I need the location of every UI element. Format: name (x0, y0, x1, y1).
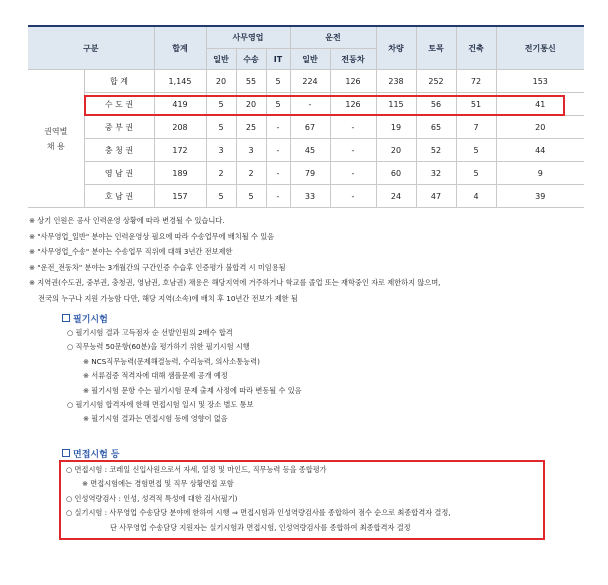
cell: 2 (206, 162, 236, 185)
cell: 157 (154, 185, 206, 208)
cell: - (266, 116, 290, 139)
cell: 9 (496, 162, 584, 185)
cell: 65 (416, 116, 456, 139)
cell: - (330, 139, 376, 162)
header-office-it: IT (266, 49, 290, 70)
row-name: 충 청 권 (84, 139, 154, 162)
cell: 153 (496, 70, 584, 93)
cell: 33 (290, 185, 330, 208)
table-row (28, 116, 584, 139)
table-row (28, 70, 584, 93)
row-name: 호 남 권 (84, 185, 154, 208)
section-interview-title: 면접시험 등 (62, 447, 120, 460)
note-item: 전국의 누구나 지원 가능함 다만, 해당 지역(소속)에 배치 후 10년간 전보가 제한 됨 (29, 293, 298, 303)
cell: 252 (416, 70, 456, 93)
cell: 52 (416, 139, 456, 162)
cell: 19 (376, 116, 416, 139)
cell: 20 (236, 93, 266, 116)
cell: 5 (206, 93, 236, 116)
header-office-group: 사무영업 (206, 26, 290, 49)
table-row (28, 139, 584, 162)
region-label: 권역별 채 용 (28, 70, 84, 208)
cell: 126 (330, 70, 376, 93)
header-driving-emu: 전동차 (330, 49, 376, 70)
header-vehicle: 차량 (376, 26, 416, 70)
cell: 32 (416, 162, 456, 185)
list-item: ※ NCS직무능력(문제해결능력, 수리능력, 의사소통능력) (83, 356, 260, 366)
row-name: 수 도 권 (84, 93, 154, 116)
cell: 419 (154, 93, 206, 116)
cell: 67 (290, 116, 330, 139)
cell: 3 (206, 139, 236, 162)
list-item: ○ 필기시험 합격자에 한해 면접시험 일시 및 장소 별도 통보 (67, 400, 254, 410)
note-item: ※ "운전_전동차" 분야는 3개월간의 구간인증 수습후 인증평가 불합격 시 미임용됨 (29, 262, 286, 272)
cell: - (266, 162, 290, 185)
cell: 172 (154, 139, 206, 162)
list-item: ○ 필기시험 결과 고득점자 순 선발인원의 2배수 합격 (67, 328, 233, 337)
header-total: 합계 (154, 26, 206, 70)
cell: 5 (456, 139, 496, 162)
cell: 126 (330, 93, 376, 116)
highlight-box-capital-region (84, 95, 565, 116)
cell: 5 (456, 162, 496, 185)
cell: 224 (290, 70, 330, 93)
cell: 41 (496, 93, 584, 116)
header-building: 건축 (456, 26, 496, 70)
cell: 24 (376, 185, 416, 208)
cell: 238 (376, 70, 416, 93)
section-written-title: 필기시험 (62, 312, 108, 325)
cell: 5 (266, 70, 290, 93)
cell: - (330, 116, 376, 139)
notes-list (29, 213, 440, 307)
cell: 4 (456, 185, 496, 208)
cell: 39 (496, 185, 584, 208)
cell: 2 (236, 162, 266, 185)
cell: 1,145 (154, 70, 206, 93)
row-name: 중 부 권 (84, 116, 154, 139)
header-office-transport: 수송 (236, 49, 266, 70)
note-item: ※ 지역권(수도권, 중부권, 충청권, 영남권, 호남권) 채용은 해당지역에 거주하거나 학교를 졸업 또는 재학중인 자로 제한하지 않으며, (29, 278, 441, 288)
list-item: ○ 면접시험 : 코레일 신입사원으로서 자세, 열정 및 마인드, 직무능력 등을 종합평가 (66, 465, 327, 474)
list-item: ※ 면접시험에는 경험면접 및 직무 상황면접 포함 (82, 479, 234, 489)
cell: 5 (236, 185, 266, 208)
list-item: ○ 직무능력 50문항(60분)을 평가하기 위한 필기시험 시행 (67, 342, 250, 352)
cell: 51 (456, 93, 496, 116)
written-items (67, 326, 302, 427)
cell: 56 (416, 93, 456, 116)
cell: 20 (206, 70, 236, 93)
square-bullet-icon (62, 314, 70, 322)
table-row (28, 162, 584, 185)
cell: 47 (416, 185, 456, 208)
cell: 20 (496, 116, 584, 139)
cell: 44 (496, 139, 584, 162)
cell: 3 (236, 139, 266, 162)
cell: - (330, 185, 376, 208)
cell: 55 (236, 70, 266, 93)
list-item: ○ 인성역량검사 : 인성, 성격적 특성에 대한 검사(필기) (66, 493, 238, 503)
list-item: ※ 필기시험 문항 수는 필기시험 문제 출제 사정에 따라 변동될 수 있음 (83, 385, 302, 395)
cell: 25 (236, 116, 266, 139)
list-item: ※ 서류검증 적격자에 대해 샘플문제 공개 예정 (83, 371, 228, 381)
cell: 45 (290, 139, 330, 162)
list-item: ※ 필기시험 결과는 면접시험 등에 영향이 없음 (83, 414, 228, 424)
cell: 79 (290, 162, 330, 185)
list-item: ○ 실기시험 : 사무영업 수송담당 분야에 한하여 시행 ⇒ 면접시험과 인성역량검사를 종합하여 점수 순으로 최종합격자 결정, (66, 508, 451, 518)
cell: 7 (456, 116, 496, 139)
recruitment-table (28, 25, 584, 208)
square-bullet-icon (62, 449, 70, 457)
cell: 5 (206, 185, 236, 208)
note-item: ※ 상기 인원은 공사 인력운영 상황에 따라 변경될 수 있습니다. (29, 216, 225, 225)
cell: 115 (376, 93, 416, 116)
cell: 5 (266, 93, 290, 116)
cell: 72 (456, 70, 496, 93)
header-office-general: 일반 (206, 49, 236, 70)
cell: - (330, 162, 376, 185)
note-item: ※ "사무영업_일반" 분야는 인력운영상 필요에 따라 수송업무에 배치될 수 있음 (29, 231, 275, 241)
cell: 60 (376, 162, 416, 185)
note-item: ※ "사무영업_수송" 분야는 수송업무 직위에 대해 3년간 전보제한 (29, 247, 233, 257)
interview-items (66, 463, 451, 535)
cell: 189 (154, 162, 206, 185)
cell: - (290, 93, 330, 116)
list-item: 단 사무영업 수송담당 지원자는 실기시험과 면접시험, 인성역량검사를 종합하여 최종합격자 결정 (110, 522, 411, 532)
row-name: 영 남 권 (84, 162, 154, 185)
table-row (28, 185, 584, 208)
cell: - (266, 185, 290, 208)
cell: 20 (376, 139, 416, 162)
header-civil: 토목 (416, 26, 456, 70)
cell: - (266, 139, 290, 162)
cell: 208 (154, 116, 206, 139)
row-name: 합 계 (84, 70, 154, 93)
header-category: 구분 (28, 26, 154, 70)
cell: 5 (206, 116, 236, 139)
header-driving-group: 운전 (290, 26, 376, 49)
header-electric: 전기통신 (496, 26, 584, 70)
header-driving-general: 일반 (290, 49, 330, 70)
